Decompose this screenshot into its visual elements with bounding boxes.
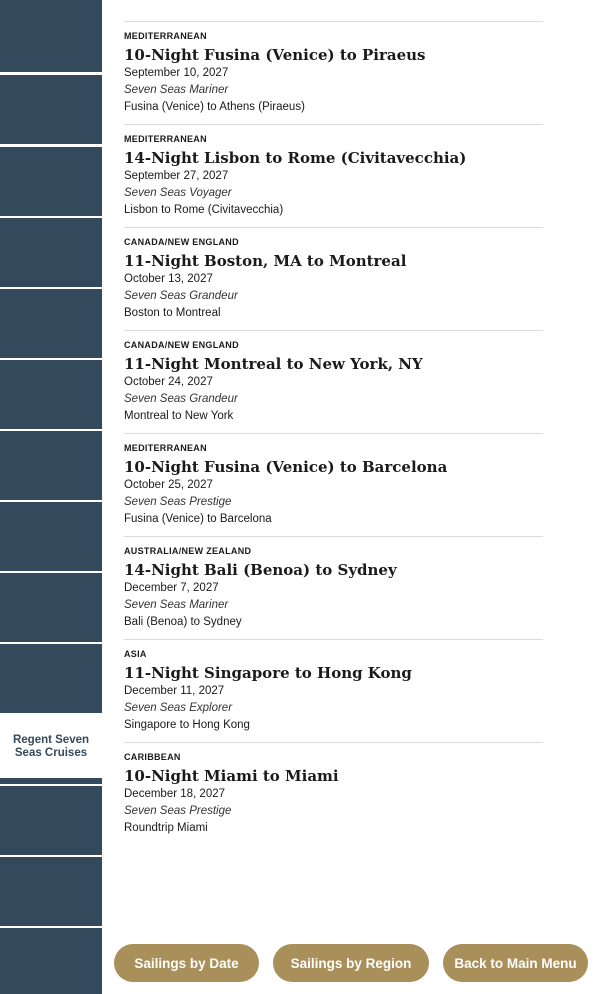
brand-sidebar xyxy=(0,0,102,994)
sailing-title[interactable]: 10-Night Fusina (Venice) to Barcelona xyxy=(124,458,448,476)
sailing-item[interactable] xyxy=(124,433,543,536)
sidebar-tile[interactable] xyxy=(0,786,102,855)
sailing-region: CANADA/NEW ENGLAND xyxy=(124,237,239,247)
sailing-ship: Seven Seas Explorer xyxy=(124,702,233,714)
sailing-date: October 13, 2027 xyxy=(124,273,213,285)
sailing-route: Fusina (Venice) to Barcelona xyxy=(124,513,272,525)
sailing-title[interactable]: 14-Night Bali (Benoa) to Sydney xyxy=(124,561,397,579)
sailing-date: December 7, 2027 xyxy=(124,582,219,594)
sidebar-tile[interactable] xyxy=(0,573,102,642)
sidebar-tile[interactable] xyxy=(0,644,102,713)
sailing-route: Boston to Montreal xyxy=(124,307,221,319)
sidebar-tile[interactable] xyxy=(0,431,102,500)
active-tile-underline xyxy=(0,778,102,784)
sailing-ship: Seven Seas Mariner xyxy=(124,84,229,96)
sailing-item[interactable] xyxy=(124,330,543,433)
sailing-item[interactable] xyxy=(124,124,543,227)
sidebar-active-label: Regent Seven Seas Cruises xyxy=(12,733,90,759)
sailing-item[interactable] xyxy=(124,639,543,742)
sidebar-tile[interactable] xyxy=(0,75,102,144)
sidebar-tile[interactable] xyxy=(0,360,102,429)
sailing-date: October 25, 2027 xyxy=(124,479,213,491)
sailing-title[interactable]: 10-Night Fusina (Venice) to Piraeus xyxy=(124,46,426,64)
sailing-ship: Seven Seas Prestige xyxy=(124,805,232,817)
sailing-region: ASIA xyxy=(124,649,147,659)
sidebar-tile[interactable] xyxy=(0,502,102,571)
sailing-item[interactable] xyxy=(124,21,543,124)
sailing-route: Roundtrip Miami xyxy=(124,822,208,834)
sailing-date: December 11, 2027 xyxy=(124,685,225,697)
sidebar-tile[interactable] xyxy=(0,0,102,72)
sailing-title[interactable]: 14-Night Lisbon to Rome (Civitavecchia) xyxy=(124,149,467,167)
sailing-route: Lisbon to Rome (Civitavecchia) xyxy=(124,204,284,216)
sailing-title[interactable]: 11-Night Boston, MA to Montreal xyxy=(124,252,407,270)
sailing-region: MEDITERRANEAN xyxy=(124,31,207,41)
sailing-date: September 10, 2027 xyxy=(124,67,229,79)
sailing-date: September 27, 2027 xyxy=(124,170,229,182)
back-to-main-menu-button[interactable]: Back to Main Menu xyxy=(443,944,588,982)
sailing-route: Singapore to Hong Kong xyxy=(124,719,250,731)
sailing-region: AUSTRALIA/NEW ZEALAND xyxy=(124,546,252,556)
sailing-date: December 18, 2027 xyxy=(124,788,226,800)
sailing-route: Montreal to New York xyxy=(124,410,234,422)
sailing-item[interactable] xyxy=(124,742,543,845)
sailings-list xyxy=(124,21,543,845)
sailing-ship: Seven Seas Grandeur xyxy=(124,290,238,302)
sailing-ship: Seven Seas Grandeur xyxy=(124,393,238,405)
sailing-ship: Seven Seas Voyager xyxy=(124,187,232,199)
sailing-title[interactable]: 11-Night Montreal to New York, NY xyxy=(124,355,423,373)
sailing-item[interactable] xyxy=(124,227,543,330)
sidebar-tile-regent-seven-seas[interactable] xyxy=(0,715,102,778)
sailings-by-region-button[interactable]: Sailings by Region xyxy=(273,944,429,982)
sailing-ship: Seven Seas Prestige xyxy=(124,496,232,508)
sidebar-tile[interactable] xyxy=(0,147,102,216)
sailing-route: Bali (Benoa) to Sydney xyxy=(124,616,242,628)
sailing-date: October 24, 2027 xyxy=(124,376,213,388)
sidebar-tile[interactable] xyxy=(0,928,102,994)
sailings-by-date-button[interactable]: Sailings by Date xyxy=(114,944,259,982)
sailing-region: MEDITERRANEAN xyxy=(124,443,207,453)
sidebar-tile[interactable] xyxy=(0,857,102,926)
sailing-ship: Seven Seas Mariner xyxy=(124,599,229,611)
sailing-title[interactable]: 11-Night Singapore to Hong Kong xyxy=(124,664,412,682)
sailing-region: CANADA/NEW ENGLAND xyxy=(124,340,239,350)
sidebar-tile[interactable] xyxy=(0,289,102,358)
sailing-region: MEDITERRANEAN xyxy=(124,134,207,144)
sailing-region: CARIBBEAN xyxy=(124,752,181,762)
sailing-item[interactable] xyxy=(124,536,543,639)
sidebar-tile[interactable] xyxy=(0,218,102,287)
sailing-route: Fusina (Venice) to Athens (Piraeus) xyxy=(124,101,305,113)
sailing-title[interactable]: 10-Night Miami to Miami xyxy=(124,767,339,785)
